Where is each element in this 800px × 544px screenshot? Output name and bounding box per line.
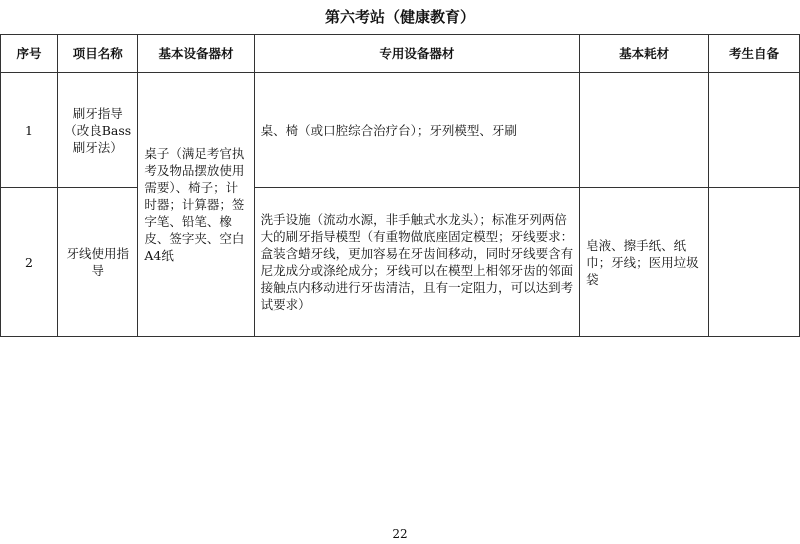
row-special-equipment: 洗手设施（流动水源，非手触式水龙头）；标准牙列两倍大的刷牙指导模型（有重物做底座固定模型；牙线要求：盒装含蜡牙线，更加容易在牙齿间移动，同时牙线要含有尼龙成分或涤纶成分；牙线可以在模型上相邻牙齿的邻面接触点内移动进行牙齿清洁，且有一定阻力，可以达到考试要求） bbox=[254, 188, 580, 337]
row-consumables bbox=[580, 73, 709, 188]
page-title: 第六考站（健康教育） bbox=[324, 8, 475, 26]
row-number: 1 bbox=[1, 73, 58, 188]
row-item-name: 刷牙指导（改良Bass刷牙法） bbox=[58, 73, 138, 188]
row-item-name: 牙线使用指导 bbox=[58, 188, 138, 337]
table-row bbox=[1, 188, 800, 337]
table-header-row bbox=[1, 35, 800, 73]
row-number: 2 bbox=[1, 188, 58, 337]
row-special-equipment: 桌、椅（或口腔综合治疗台）；牙列模型、牙刷 bbox=[254, 73, 580, 188]
equipment-table bbox=[0, 34, 800, 337]
header-consumables: 基本耗材 bbox=[580, 35, 709, 73]
header-basic-equipment: 基本设备器材 bbox=[138, 35, 254, 73]
header-self-prepared: 考生自备 bbox=[709, 35, 800, 73]
page-number: 22 bbox=[392, 527, 408, 541]
row-consumables: 皂液、擦手纸、纸巾；牙线；医用垃圾袋 bbox=[580, 188, 709, 337]
row-self-prepared bbox=[709, 188, 800, 337]
header-no: 序号 bbox=[1, 35, 58, 73]
table-row bbox=[1, 73, 800, 188]
header-special-equipment: 专用设备器材 bbox=[254, 35, 580, 73]
basic-equipment-cell: 桌子（满足考官执考及物品摆放使用需要）、椅子；计时器；计算器；签字笔、铅笔、橡皮、签字夹、空白A4纸 bbox=[138, 73, 254, 337]
row-self-prepared bbox=[709, 73, 800, 188]
header-item: 项目名称 bbox=[58, 35, 138, 73]
